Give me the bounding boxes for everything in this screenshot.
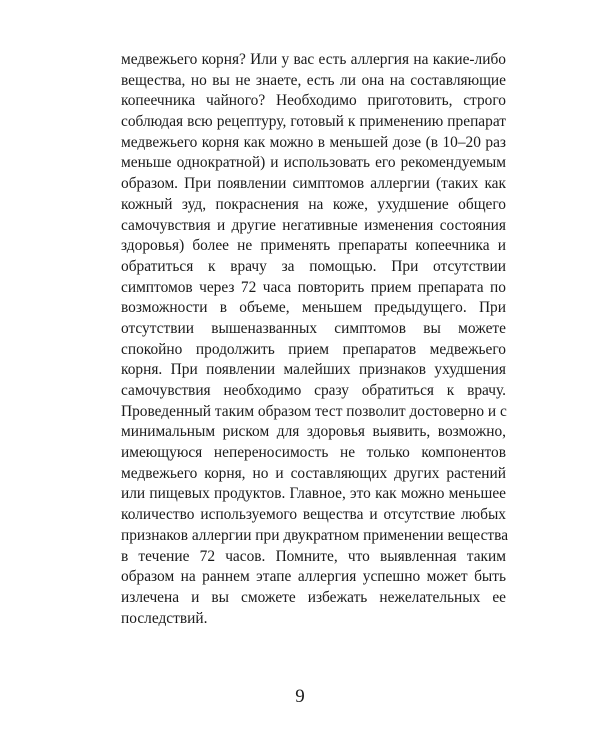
text-line-last: последствий. bbox=[121, 609, 208, 627]
text-line: медвежьего корня как можно в меньшей дозе (в 10–20 раз bbox=[121, 133, 506, 151]
text-line: минимальным риском для здоровья выявить, возможно, bbox=[121, 423, 506, 441]
text-line: возможности в объеме, меньшем предыдущего. При bbox=[121, 299, 506, 317]
text-line: копеечника чайного? Необходимо приготовить, строго bbox=[121, 92, 506, 110]
text-line: меньше однократной) и использовать его рекомендуемым bbox=[121, 154, 506, 172]
text-line: Проведенный таким образом тест позволит достоверно и с bbox=[121, 402, 507, 420]
text-line: образом. При появлении симптомов аллергии (таких как bbox=[121, 175, 506, 193]
text-line: образом на раннем этапе аллергия успешно может быть bbox=[121, 568, 506, 586]
text-line: признаков аллергии при двукратном применении вещества bbox=[121, 526, 509, 544]
text-line: в течение 72 часов. Помните, что выявленная таким bbox=[121, 547, 506, 565]
text-line: медвежьего корня, но и составляющих других растений bbox=[121, 464, 506, 482]
text-line: излечена и вы сможете избежать нежелательных ее bbox=[121, 588, 506, 606]
text-line: здоровья) более не применять препараты копеечника и bbox=[121, 237, 506, 255]
text-line: медвежьего корня? Или у вас есть аллергия на какие-либо bbox=[121, 51, 506, 68]
text-line: кожный зуд, покраснения на коже, ухудшение общего bbox=[121, 195, 506, 213]
text-line: самочувствия и другие негативные изменения состояния bbox=[121, 216, 506, 234]
text-line: соблюдая всю рецептуру, готовый к применению препарат bbox=[121, 113, 506, 131]
text-line: самочувствия необходимо сразу обратиться к врачу. bbox=[121, 382, 506, 399]
text-line: вещества, но вы не знаете, есть ли она на составляющие bbox=[121, 71, 506, 89]
text-line: или пищевых продуктов. Главное, это как можно меньшее bbox=[121, 485, 506, 503]
text-line: количество используемого вещества и отсутствие любых bbox=[121, 506, 506, 524]
text-line: имеющуюся непереносимость не только компонентов bbox=[121, 444, 506, 462]
text-line: обратиться к врачу за помощью. При отсутствии bbox=[121, 257, 506, 275]
text-line: симптомов через 72 часа повторить прием препарата по bbox=[121, 278, 506, 296]
text-line: корня. При появлении малейших признаков ухудшения bbox=[121, 361, 506, 379]
text-line: отсутствии вышеназванных симптомов вы можете bbox=[121, 319, 506, 337]
page-number: 9 bbox=[295, 686, 305, 707]
text-line: спокойно продолжить прием препаратов медвежьего bbox=[121, 340, 506, 358]
body-text bbox=[121, 50, 509, 629]
